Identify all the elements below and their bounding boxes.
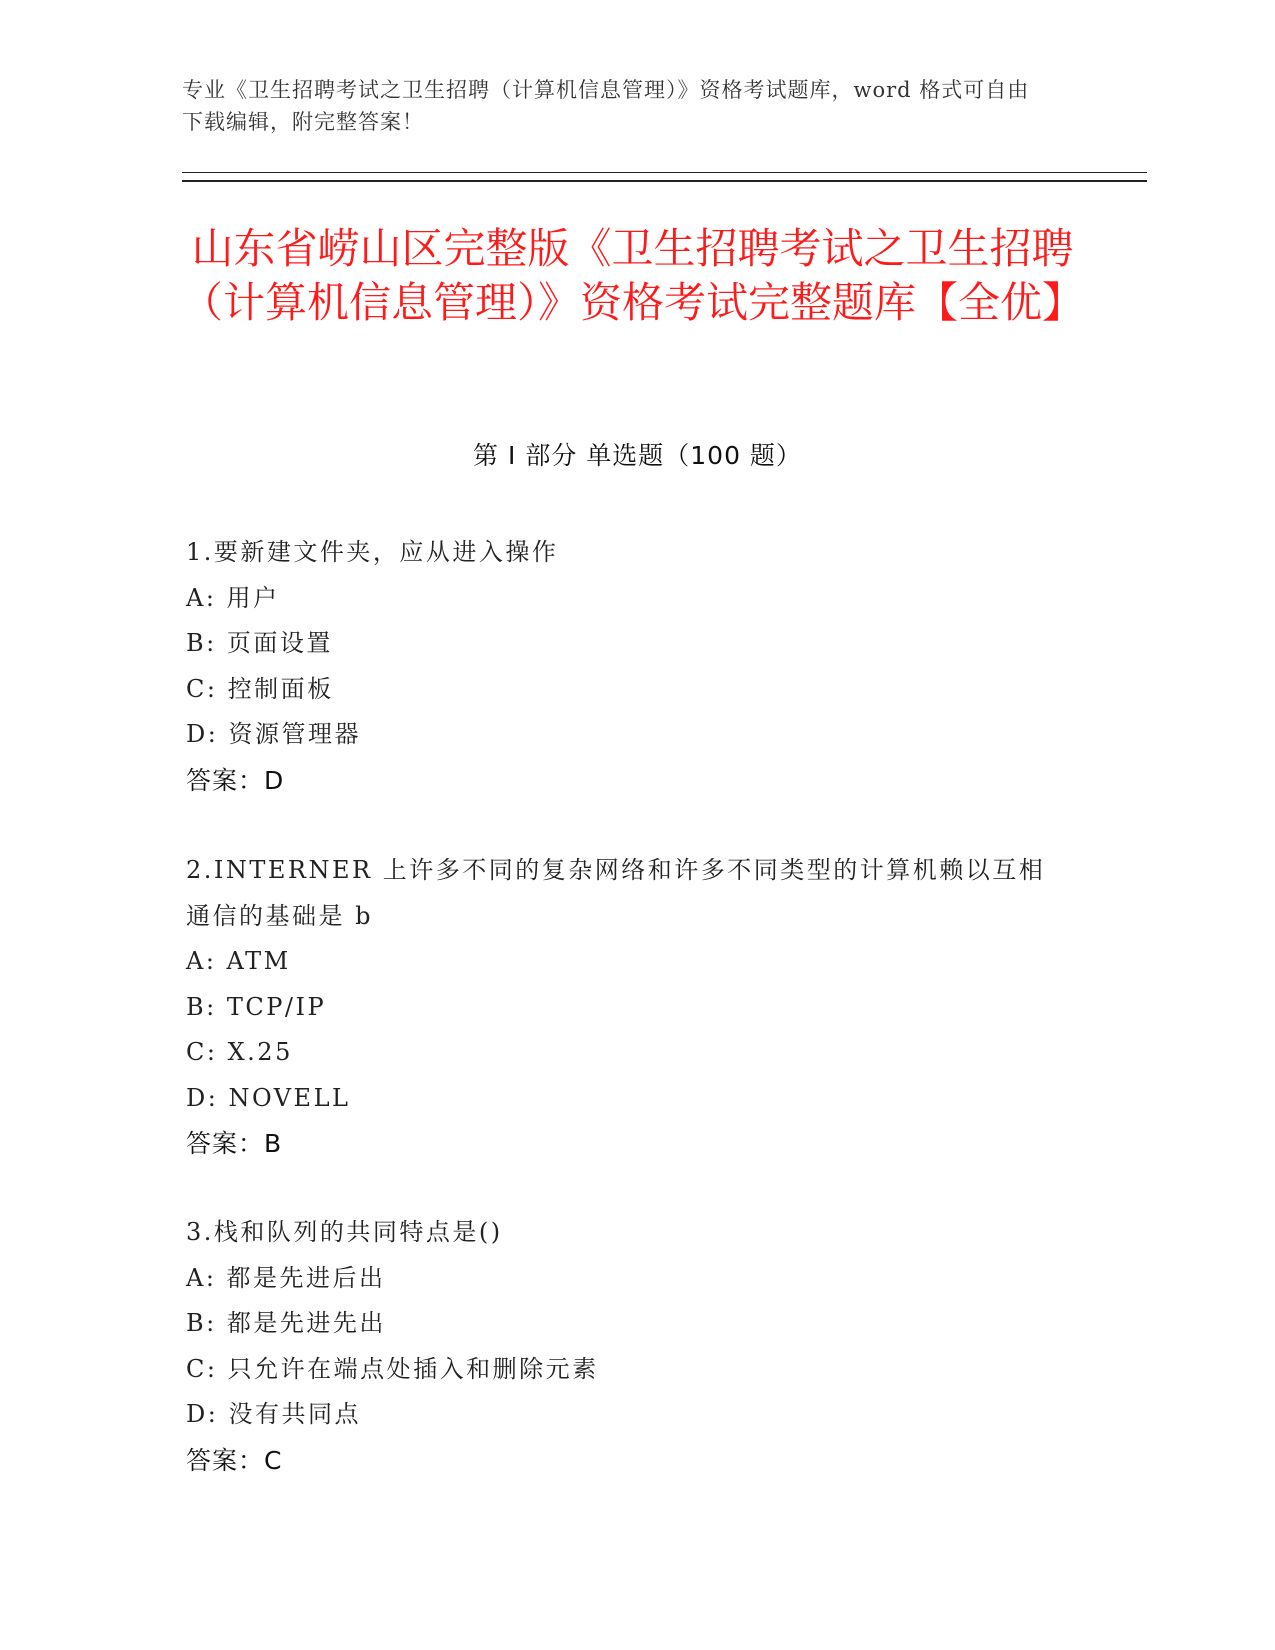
option-a: A: 用户: [186, 583, 280, 612]
header-note: 专业《卫生招聘考试之卫生招聘（计算机信息管理）》资格考试题库，word 格式可自由下载编辑，附完整答案！: [182, 78, 1030, 134]
answer: 答案：C: [186, 1445, 283, 1475]
option-b: B: 都是先进先出: [186, 1309, 386, 1337]
section-title: 第 I 部分 单选题（100 题）: [473, 441, 802, 470]
option-d: D: 资源管理器: [186, 720, 361, 748]
question-stem: 1.要新建文件夹，应从进入操作: [186, 538, 559, 566]
question-stem: 2.INTERNER 上许多不同的复杂网络和许多不同类型的计算机赖以互相通信的基础是 b: [186, 856, 1046, 930]
header-rule-thick: [182, 180, 1147, 182]
option-b: B: TCP/IP: [186, 992, 327, 1021]
option-c: C: 只允许在端点处插入和删除元素: [186, 1354, 599, 1383]
question-1: [186, 530, 1066, 803]
option-d: D: 没有共同点: [186, 1400, 361, 1428]
header-rule-thin: [182, 172, 1147, 173]
answer: 答案：B: [186, 1129, 283, 1158]
document-title: 山东省崂山区完整版《卫生招聘考试之卫生招聘（计算机信息管理）》资格考试完整题库【全优】: [180, 224, 1084, 327]
answer: 答案：D: [186, 765, 285, 795]
option-a: A: 都是先进后出: [186, 1263, 386, 1292]
option-d: D: NOVELL: [186, 1083, 351, 1112]
option-c: C: X.25: [186, 1038, 293, 1066]
question-2: [186, 848, 1066, 1167]
option-c: C: 控制面板: [186, 674, 334, 703]
question-stem: 3.栈和队列的共同特点是(): [186, 1218, 503, 1246]
option-b: B: 页面设置: [186, 629, 333, 657]
option-a: A: ATM: [186, 947, 291, 975]
question-3: [186, 1210, 1066, 1483]
